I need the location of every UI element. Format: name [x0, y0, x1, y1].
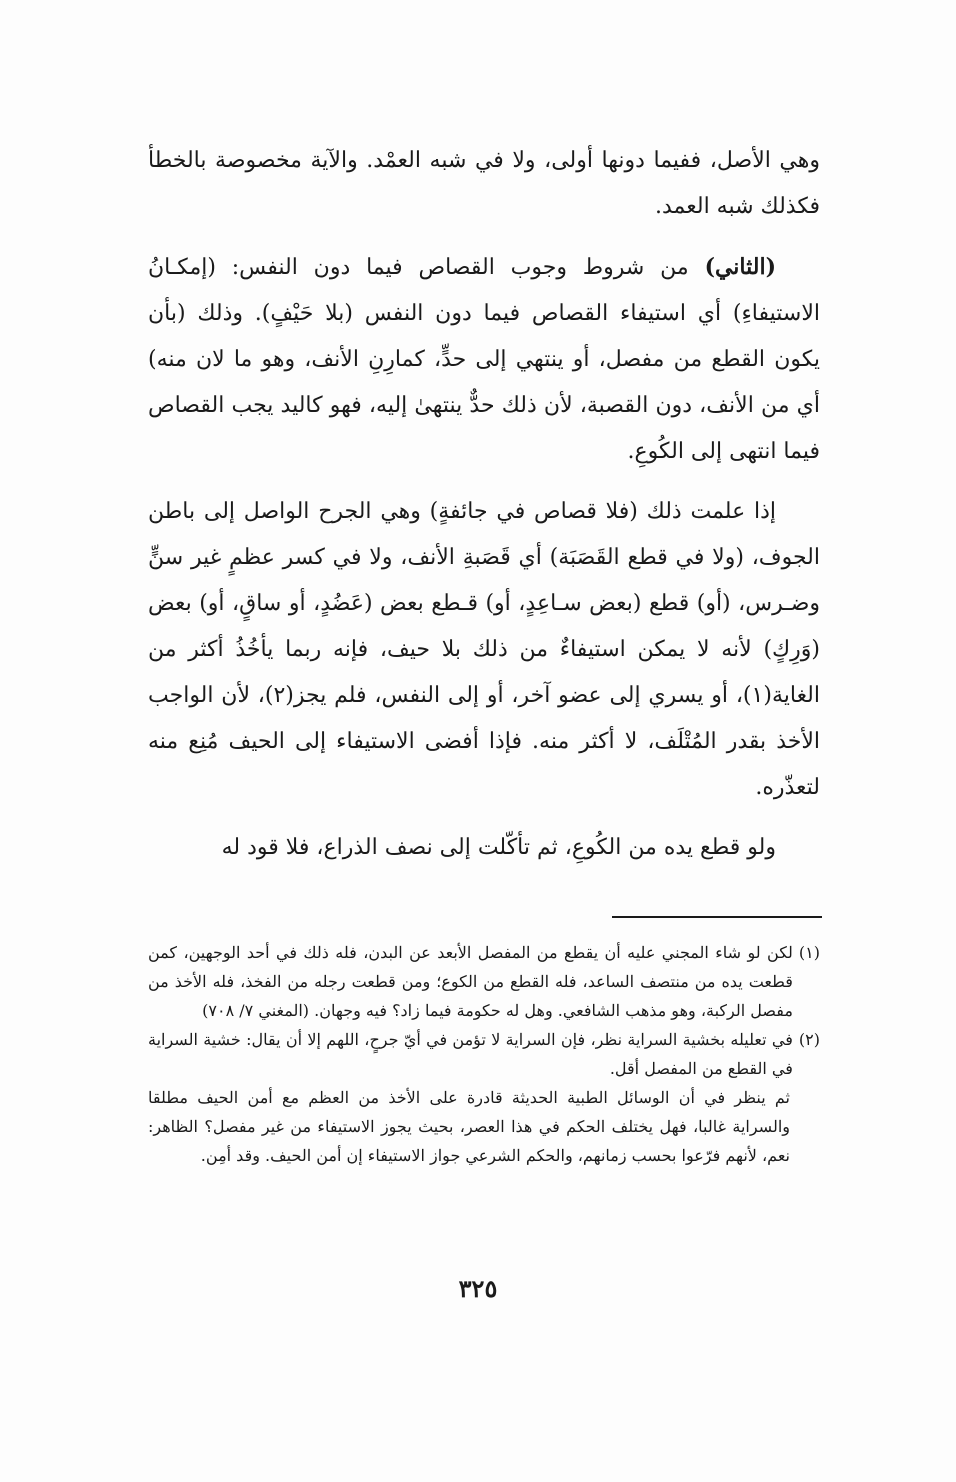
footnote-1 [148, 938, 820, 1025]
footnotes [148, 938, 820, 1170]
paragraph-4: ولو قطع يده من الكُوعِ، ثم تأكّلت إلى نصف الذراع، فلا قود له [221, 835, 776, 860]
footnote-text: لكن لو شاء المجني عليه أن يقطع من المفصل الأبعد عن البدن، فله ذلك في أحد الوجهين، كمن قطعت يده من منتصف الساعد، فله القطع من الكوع؛ ومن قطعت رجله من الفخذ، فله الأخذ من مفصل الركبة، وهو مذهب الشافعي. وهل له حكومة فيما زاد؟ فيه وجهان. (المغني ٧/ ٧٠٨) [148, 943, 793, 1020]
paragraph-2-lead: (الثاني) [704, 254, 776, 280]
paragraph-2 [148, 244, 820, 475]
footnote-2 [148, 1025, 820, 1083]
paragraph-3: إذا علمت ذلك (فلا قصاص في جائفةٍ) وهي الجرح الواصل إلى باطن الجوف، (ولا في قطع القَصَبَة) أي قَصَبةِ الأنف، ولا في كسر عظمٍ غير سنٍّ وضـرس، (أو) قطع (بعض سـاعِدٍ، أو) قـطع بعض (عَضُدٍ، أو ساقٍ، أو) بعض (وَرِكٍ) لأنه لا يمكن استيفاءٌ من ذلك بلا حيف، فإنه ربما يأخُذُ أكثر من الغاية(١)، أو يسري إلى عضو آخر، أو إلى النفس، فلم يجز(٢)، لأن الواجب الأخذ بقدر المُتْلَف، لا أكثر منه. فإذا أفضى الاستيفاء إلى الحيف مُنِع منه لتعذّره. [148, 499, 820, 800]
footnote-number: (١) [798, 943, 820, 962]
main-text [148, 138, 820, 885]
footnote-separator [612, 916, 822, 918]
paragraph-2-body: من شروط وجوب القصاص فيما دون النفس: (إمكـانُ الاستيفاءِ) أي استيفاء القصاص فيما دون النفس (بلا حَيْفٍ). وذلك (بأن يكون القطع من مفصل، أو ينتهي إلى حدٍّ، كمارِنِ الأنف، وهو ما لان منه) أي من الأنف، دون القصبة، لأن ذلك حدٌّ ينتهىٰ إليه، فهو كاليد يجب القصاص فيما انتهى إلى الكُوعِ. [148, 255, 820, 464]
footnote-text: في تعليله بخشية السراية نظر، فإن السراية لا تؤمن في أيّ جرحٍ، اللهم إلا أن يقال: خشية السراية في القطع من المفصل أقل. [148, 1030, 793, 1078]
footnote-number: (٢) [798, 1030, 820, 1049]
page-number: ٣٢٥ [458, 1274, 498, 1303]
paragraph-1: وهي الأصل، ففيما دونها أولى، ولا في شبه العمْد. والآية مخصوصة بالخطأ فكذلك شبه العمد. [148, 148, 820, 219]
footnote-2-continuation: ثم ينظر في أن الوسائل الطبية الحديثة قادرة على الأخذ من العظم مع أمن الحيف مطلقا والسراية غالبا، فهل يختلف الحكم في هذا العصر، بحيث يجوز الاستيفاء من غير مفصل؟ الظاهر: نعم، لأنهم فرّعوا بحسب زمانهم، والحكم الشرعي جواز الاستيفاء إن أمن الحيف. وقد أمِن. [148, 1088, 791, 1165]
